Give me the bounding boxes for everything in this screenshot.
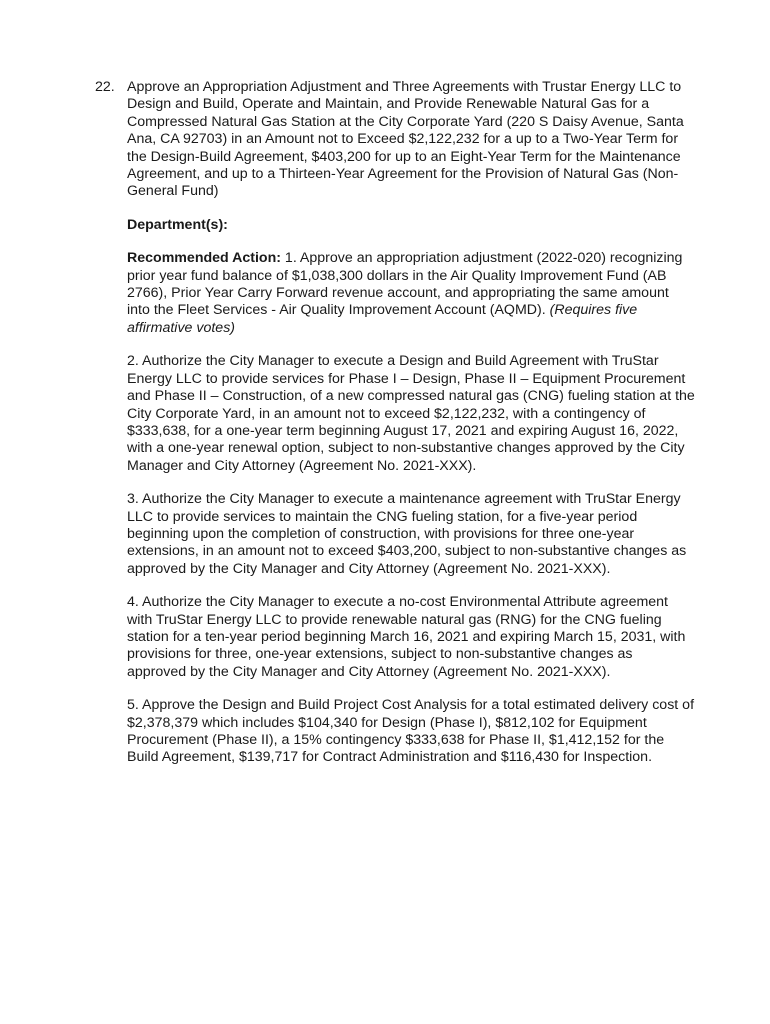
recommended-action-1 — [127, 250, 695, 337]
recommended-action-label: Recommended Action: — [127, 250, 281, 267]
item-title: Approve an Appropriation Adjustment and Three Agreements with Trustar Energy LLC to Design and Build, Operate and Maintain, and Provide Renewable Natural Gas for a Compressed Natural Gas Station at the City Corporate Yard (220 S Daisy Avenue, Santa Ana, CA 92703) in an Amount not to Exceed $2,122,232 for a up to a Two-Year Term for the Design-Build Agreement, $403,200 for up to an Eight-Year Term for the Maintenance Agreement, and up to a Thirteen-Year Agreement for the Provision of Natural Gas (Non-General Fund) — [127, 79, 684, 200]
agenda-item — [95, 79, 695, 767]
recommended-action-4: 4. Authorize the City Manager to execute a no-cost Environmental Attribute agreement with TruStar Energy LLC to provide renewable natural gas (RNG) for the CNG fueling station for a ten-year period beginning March 16, 2021 and expiring March 15, 2031, with provisions for three, one-year extensions, subject to non-substantive changes as approved by the City Manager and City Attorney (Agreement No. 2021-XXX). — [127, 594, 686, 680]
item-body — [127, 79, 695, 767]
recommended-action-5: 5. Approve the Design and Build Project Cost Analysis for a total estimated delivery cost of $2,378,379 which includes $104,340 for Design (Phase I), $812,102 for Equipment Procurement (Phase II), a 15% contingency $333,638 for Phase II, $1,412,152 for the Build Agreement, $139,717 for Contract Administration and $116,430 for Inspection. — [127, 697, 695, 766]
recommended-action-2: 2. Authorize the City Manager to execute a Design and Build Agreement with TruStar Energy LLC to provide services for Phase I – Design, Phase II – Equipment Procurement and Phase II – Construction, of a new compressed natural gas (CNG) fueling station at the City Corporate Yard, in an amount not to exceed $2,122,232, with a contingency of $333,638, for a one-year term beginning August 17, 2021 and expiring August 16, 2022, with a one-year renewal option, subject to non-substantive changes approved by the City Manager and City Attorney (Agreement No. 2021-XXX). — [127, 353, 695, 474]
action-1-note: (Requires five affirmative votes) — [127, 302, 638, 336]
recommended-action-3: 3. Authorize the City Manager to execute a maintenance agreement with TruStar Energy LLC to provide services to maintain the CNG fueling station, for a five-year period beginning upon the completion of construction, with provisions for three one-year extensions, in an amount not to exceed $403,200, subject to non-substantive changes as approved by the City Manager and City Attorney (Agreement No. 2021-XXX). — [127, 491, 687, 577]
department-label: Department(s): — [127, 216, 228, 233]
action-1-text: 1. Approve an appropriation adjustment (2022-020) recognizing prior year fund balance of $1,038,300 dollars in the Air Quality Improvement Fund (AB 2766), Prior Year Carry Forward revenue account, and appropriating the same amount into the Fleet Services - Air Quality Improvement Account (AQMD). — [127, 250, 683, 319]
item-number: 22. — [95, 79, 115, 95]
